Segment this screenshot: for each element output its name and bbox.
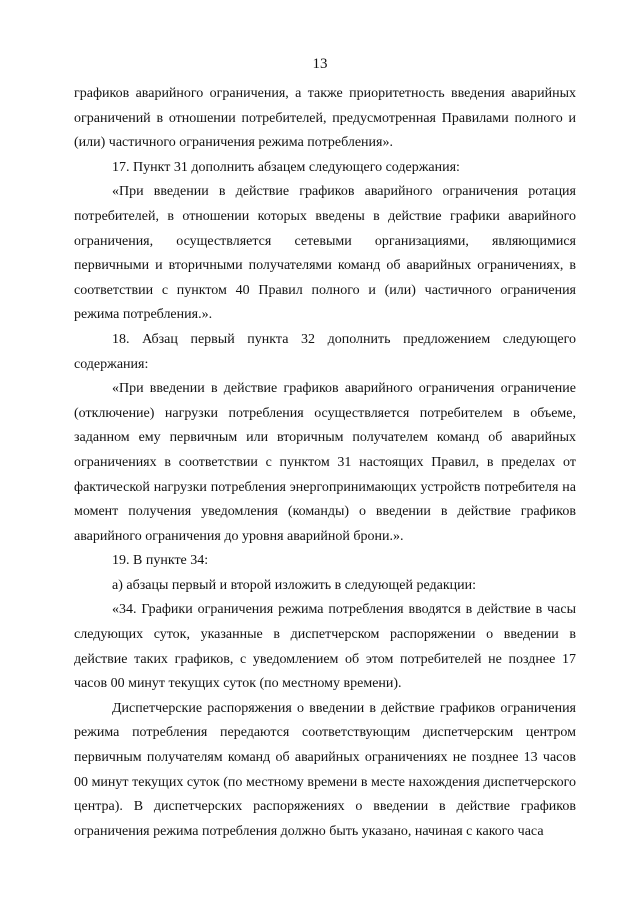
- paragraph-quote-rotation: «При введении в действие графиков аварийного ограничения ротация потребителей, в отношении которых введены в действие графики аварийного ограничения, осуществляется сетевыми организациями, являющимися первичными и вторичными получателями команд об аварийных ограничениях, в соответствии с пунктом 40 Правил полного и (или) частичного ограничения режима потребления.».: [74, 184, 576, 323]
- paragraph-subitem-a: а) абзацы первый и второй изложить в следующей редакции:: [112, 577, 477, 593]
- paragraph-item-19: 19. В пункте 34:: [112, 553, 209, 569]
- paragraph-item-17: 17. Пункт 31 дополнить абзацем следующего содержания:: [112, 159, 460, 175]
- paragraph-dispatch-orders: Диспетчерские распоряжения о введении в действие графиков ограничения режима потребления передаются соответствующим диспетчерским центром первичным получателям команд об аварийных ограничениях не позднее 13 часов 00 минут текущих суток (по местному времени в месте нахождения диспетчерского центра). В диспетчерских распоряжениях о введении в действие графиков ограничения режима потребления должно быть указано, начиная с какого часа: [74, 700, 576, 839]
- paragraph-item-18: 18. Абзац первый пункта 32 дополнить предложением следующего содержания:: [74, 331, 576, 372]
- paragraph-quote-disconnection: «При введении в действие графиков аварийного ограничения ограничение (отключение) нагрузки потребления осуществляется потребителем в объеме, заданном ему первичным или вторичным получателем команд об аварийных ограничениях в соответствии с пунктом 31 настоящих Правил, в пределах от фактической нагрузки потребления энергопринимающих устройств потребителя на момент получения уведомления (команды) о введении в действие графиков аварийного ограничения до уровня аварийной брони.».: [74, 381, 576, 544]
- page-number: 13: [312, 56, 328, 72]
- document-body: [74, 82, 576, 844]
- paragraph-continuation: графиков аварийного ограничения, а также приоритетность введения аварийных ограничений в отношении потребителей, предусмотренная Правилами полного и (или) частичного ограничения режима потребления».: [74, 86, 576, 151]
- paragraph-quote-34: «34. Графики ограничения режима потребления вводятся в действие в часы следующих суток, указанные в диспетчерском распоряжении о введении в действие таких графиков, с уведомлением об этом потребителей не позднее 17 часов 00 минут текущих суток (по местному времени).: [74, 602, 576, 692]
